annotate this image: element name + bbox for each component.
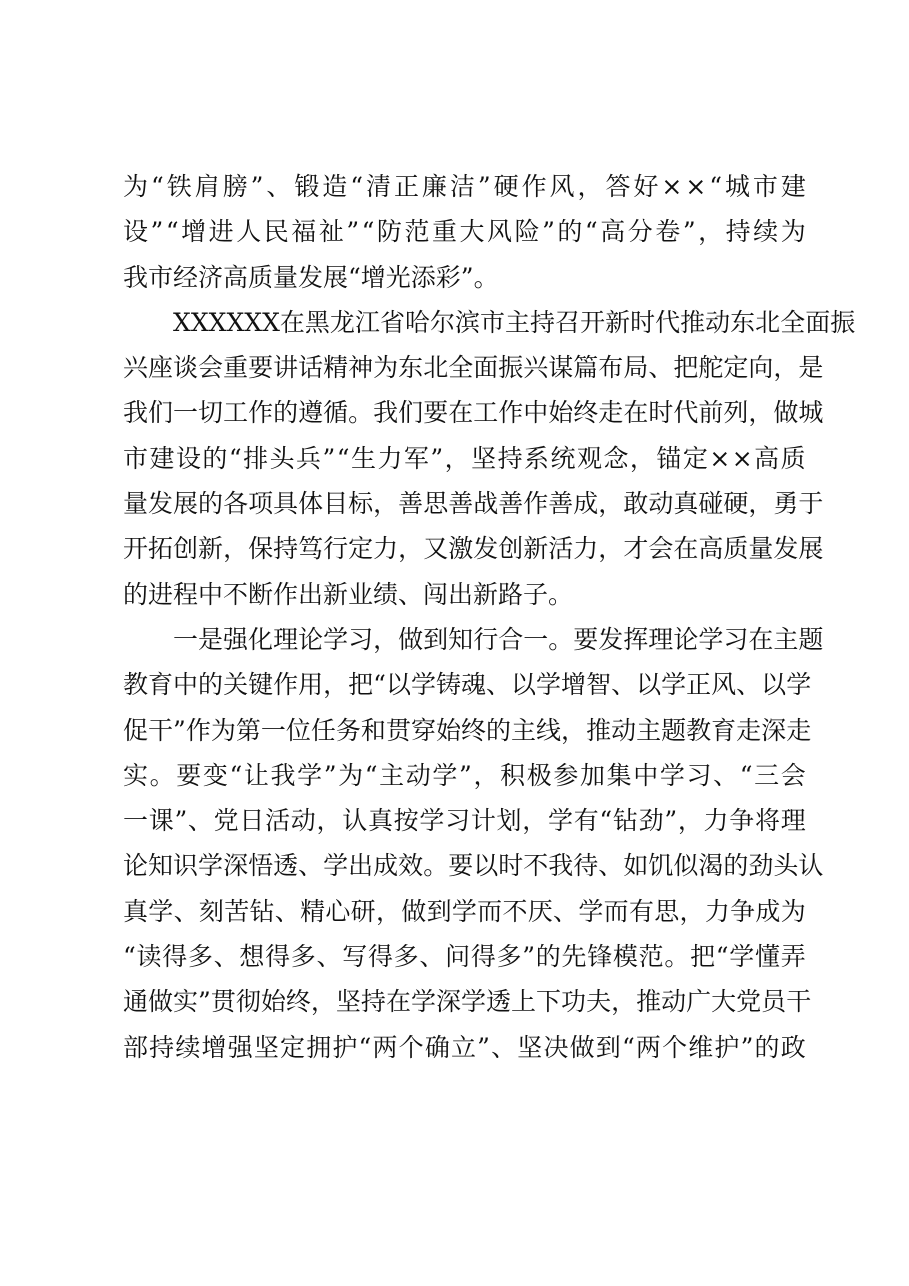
- text-line: 促 干 ” 作 为 第 一 位 任 务 和 贯 穿 始 终 的 主 线 ， 推 动 主 题 教 育 走 深 走: [123, 715, 812, 745]
- text-line: 市 建 设 的 “ 排 头 兵 ” “ 生 力 军 ” ， 坚 持 系 统 观 念 ， 锚 定 × × 高 质: [123, 443, 806, 473]
- text-line: “ 读 得 多 、 想 得 多 、 写 得 多 、 问 得 多 ” 的 先 锋 模 范 。 把 “ 学 懂 弄: [123, 942, 806, 972]
- text-line: 实 。 要 变 “ 让 我 学 ” 为 “ 主 动 学 ” ， 积 极 参 加 集 中 学 习 、 “ 三 会: [123, 760, 806, 790]
- text-line: 设 ” “ 增 进 人 民 福 祉 ” “ 防 范 重 大 风 险 ” 的 “ 高 分 卷 ” ， 持 续 为: [123, 217, 806, 247]
- text-line: 论 知 识 学 深 悟 透 、 学 出 成 效 。 要 以 时 不 我 待 、 如 饥 似 渴 的 劲 头 认: [123, 851, 824, 881]
- text-line: 真 学 、 刻 苦 钻 、 精 心 研 ， 做 到 学 而 不 厌 、 学 而 有 思 ， 力 争 成 为: [123, 896, 806, 926]
- document-body: [123, 164, 856, 1070]
- text-line: 量 发 展 的 各 项 具 体 目 标 ， 善 思 善 战 善 作 善 成 ， 敢 动 真 碰 硬 ， 勇 于: [123, 489, 824, 519]
- text-line: 部 持 续 增 强 坚 定 拥 护 “ 两 个 确 立 ” 、 坚 决 做 到 “ 两 个 维 护 ” 的 政: [123, 1032, 806, 1062]
- text-line: 我 们 一 切 工 作 的 遵 循 。 我 们 要 在 工 作 中 始 终 走 在 时 代 前 列 ， 做 城: [123, 398, 824, 428]
- text-line: 为 “ 铁 肩 膀 ” 、 锻 造 “ 清 正 廉 洁 ” 硬 作 风 ， 答 好 × × “ 城 市 建: [123, 172, 806, 201]
- text-line: 教 育 中 的 关 键 作 用 ， 把 “ 以 学 铸 魂 、 以 学 增 智 、 以 学 正 风 、 以 学: [123, 670, 812, 700]
- paragraph-start-line: 一 是 强 化 理 论 学 习 ， 做 到 知 行 合 一 。 要 发 挥 理 论 学 习 在 主 题: [173, 624, 824, 654]
- paragraph-start-line: X X X X X X 在 黑 龙 江 省 哈 尔 滨 市 主 持 召 开 新 时 代 推 动 东 北 全 面 振: [173, 307, 856, 337]
- text-line: 一 课 ” 、 党 日 活 动 ， 认 真 按 学 习 计 划 ， 学 有 “ 钻 劲 ” ， 力 争 将 理: [123, 806, 806, 836]
- text-line: 开 拓 创 新 ， 保 持 笃 行 定 力 ， 又 激 发 创 新 活 力 ， 才 会 在 高 质 量 发 展: [123, 534, 824, 564]
- text-line: 我市经济高质量发展“增光添彩”。: [123, 262, 499, 292]
- text-line: 通 做 实 ” 贯 彻 始 终 ， 坚 持 在 学 深 学 透 上 下 功 夫 ， 推 动 广 大 党 员 干: [123, 987, 812, 1017]
- text-line: 兴 座 谈 会 重 要 讲 话 精 神 为 东 北 全 面 振 兴 谋 篇 布 局 、 把 舵 定 向 ， 是: [123, 353, 824, 383]
- text-line: 的进程中不断作出新业绩、闯出新路子。: [123, 579, 574, 609]
